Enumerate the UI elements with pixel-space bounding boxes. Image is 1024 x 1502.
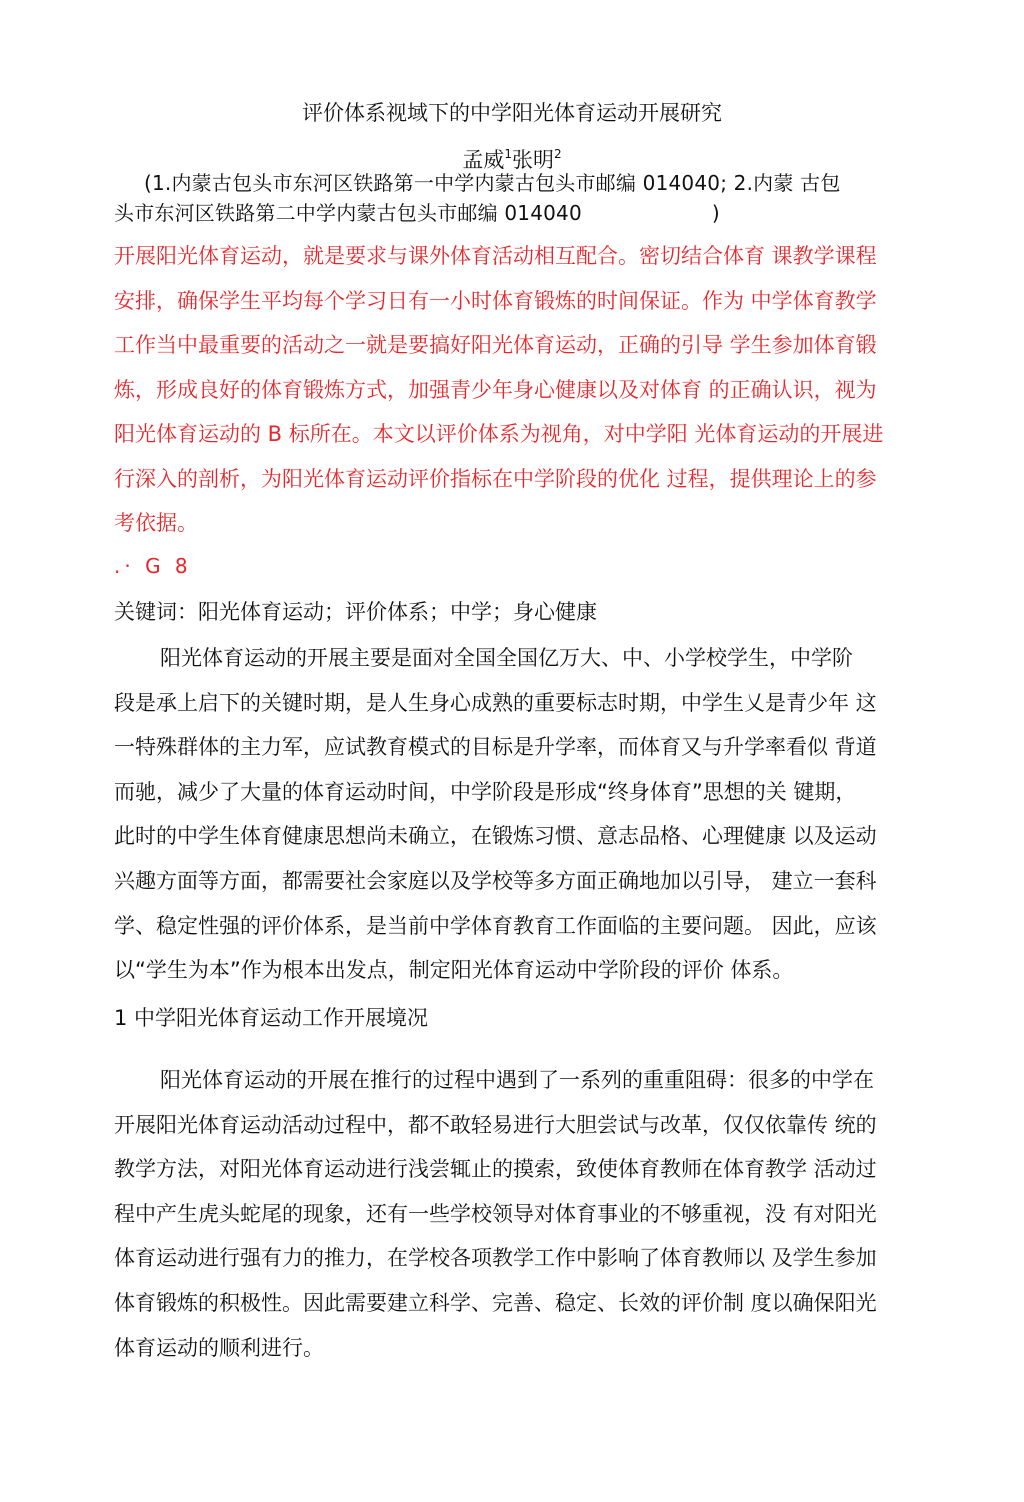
paragraph-line: 此时的中学生体育健康思想尚未确立，在锻炼习惯、意志品格、心理健康 以及运动 xyxy=(114,824,877,849)
section-1-paragraph xyxy=(114,1058,914,1370)
abstract-line: 开展阳光体育运动，就是要求与课外体育活动相互配合。密切结合体育 课教学课程 xyxy=(114,244,877,268)
paragraph-line: 段是承上启下的关键时期，是人生身心成熟的重要标志时期，中学生乂是青少年 这 xyxy=(114,690,877,715)
paper-title: 评价体系视域下的中学阳光体育运动开展研究 xyxy=(302,101,722,125)
abstract-line: 考依据。 xyxy=(114,511,198,535)
paragraph-line: 程中产生虎头蛇尾的现象，还有一些学校领导对体育事业的不够重视，没 有对阳光 xyxy=(114,1201,877,1226)
abstract-line: 安排，确保学生平均每个学习日有一小时体育锻炼的时间保证。作为 中学体育教学 xyxy=(114,288,877,313)
paragraph-line: 兴趣方面等方面，都需要社会家庭以及学校等多方面正确地加以引导， 建立一套科 xyxy=(114,868,877,893)
affiliation-block xyxy=(114,168,914,228)
paragraph-line: 体育运动进行强有力的推力，在学校各项教学工作中影响了体育教师以 及学生参加 xyxy=(114,1246,877,1271)
author-2-affil-mark: 2 xyxy=(554,147,562,161)
section-heading: 1 中学阳光体育运动工作开展境况 xyxy=(114,1006,429,1030)
affiliation-line-2 xyxy=(114,198,914,228)
paragraph-line: 一特殊群体的主力军，应试教育模式的目标是升学率，而体育又与升学率看似 背道 xyxy=(114,735,877,760)
paragraph-line: 体育锻炼的积极性。因此需要建立科学、完善、稳定、长效的评价制 度以确保阳光 xyxy=(114,1290,877,1315)
paragraph-line: 阳光体育运动的开展在推行的过程中遇到了一系列的重重阻碍：很多的中学在 xyxy=(160,1068,874,1092)
abstract-line: 炼，形成良好的体育锻炼方式，加强青少年身心健康以及对体育 的正确认识，视为 xyxy=(114,377,877,402)
classification-code: .· G 8 xyxy=(114,554,192,578)
abstract-line: 阳光体育运动的 B 标所在。本文以评价体系为视角，对中学阳 光体育运动的开展进 xyxy=(114,422,884,446)
paragraph-line: 阳光体育运动的开展主要是面对全国全国亿万大、中、小学校学生，中学阶 xyxy=(160,646,853,670)
paragraph-line: 以“学生为本”作为根本出发点，制定阳光体育运动中学阶段的评价 体系。 xyxy=(114,958,794,983)
paragraph-line: 学、稳定性强的评价体系，是当前中学体育教育工作面临的主要问题。 因此，应该 xyxy=(114,913,877,938)
author-2-name: 张明 xyxy=(512,148,554,172)
author-1-affil-mark: 1 xyxy=(504,147,512,161)
abstract-line: 行深入的剖析，为阳光体育运动评价指标在中学阶段的优化 过程，提供理论上的参 xyxy=(114,466,877,491)
affiliation-close-paren: ) xyxy=(711,201,720,225)
intro-paragraph xyxy=(114,636,914,993)
paragraph-line: 开展阳光体育运动活动过程中，都不敢轻易进行大胆尝试与改革，仅仅依靠传 统的 xyxy=(114,1112,877,1137)
paragraph-line: 体育运动的顺利进行。 xyxy=(114,1335,324,1360)
abstract-line: 工作当中最重要的活动之一就是要搞好阳光体育运动，正确的引导 学生参加体育锻 xyxy=(114,333,877,357)
abstract xyxy=(114,234,914,546)
paragraph-line: 而驰，减少了大量的体育运动时间，中学阶段是形成“终身体育”思想的关 键期， xyxy=(114,779,857,804)
affiliation-line-2-text: 头市东河区铁路第二中学内蒙古包头市邮编 014040 xyxy=(114,201,582,225)
paragraph-line: 教学方法，对阳光体育运动进行浅尝辄止的摸索，致使体育教师在体育教学 活动过 xyxy=(114,1157,877,1182)
keywords: 关键词：阳光体育运动；评价体系；中学；身心健康 xyxy=(114,600,597,624)
affiliation-line-1: (1.内蒙古包头市东河区铁路第一中学内蒙古包头市邮编 014040; 2.内蒙 古包 xyxy=(144,171,841,195)
author-1-name: 孟威 xyxy=(462,148,505,172)
